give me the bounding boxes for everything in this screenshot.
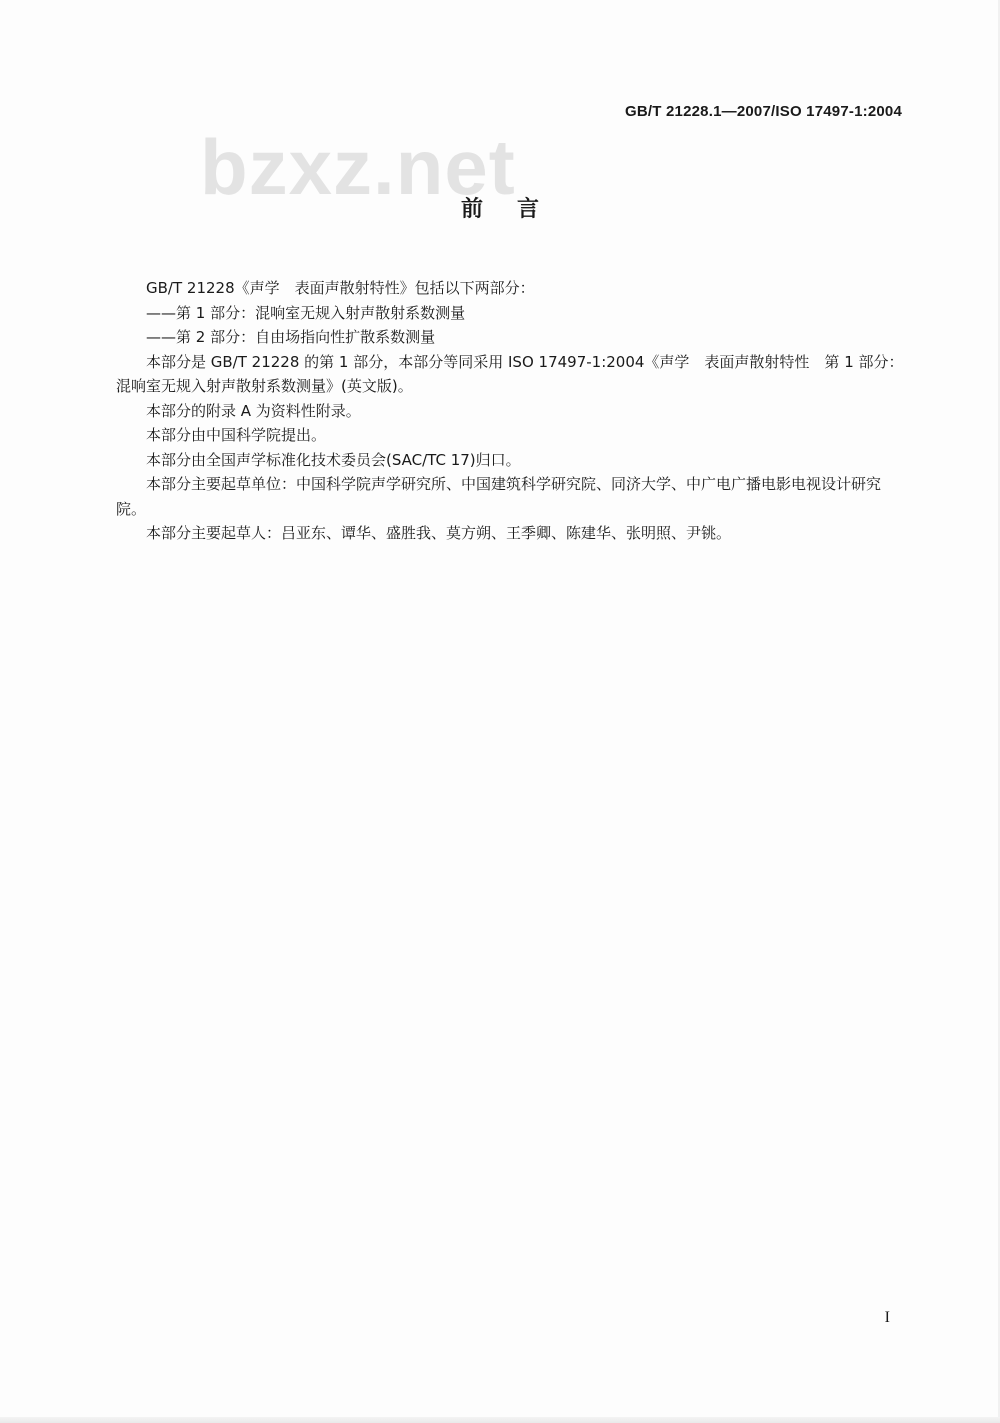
paragraph-part-1: ——第 1 部分：混响室无规入射声散射系数测量 <box>146 303 466 322</box>
standard-number: GB/T 21228.1—2007/ISO 17497-1:2004 <box>625 103 902 120</box>
foreword-body <box>116 276 906 546</box>
paragraph-proposer: 本部分由中国科学院提出。 <box>146 426 327 444</box>
paragraph-drafting-units: 本部分主要起草单位：中国科学院声学研究所、中国建筑科学研究院、同济大学、中广电广播电影电视设计研究院。 <box>116 475 882 518</box>
paragraph-adoption: 本部分是 GB/T 21228 的第 1 部分，本部分等同采用 ISO 17497-1:2004《声学 表面声散射特性 第 1 部分：混响室无规入射声散射系数测量》(英文版)。 <box>116 352 904 395</box>
paragraph-drafters: 本部分主要起草人：吕亚东、谭华、盛胜我、莫方朔、王季卿、陈建华、张明照、尹铫。 <box>146 524 732 542</box>
paragraph-parts-intro: GB/T 21228《声学 表面声散射特性》包括以下两部分： <box>146 279 535 297</box>
paragraph-committee: 本部分由全国声学标准化技术委员会(SAC/TC 17)归口。 <box>146 450 521 469</box>
watermark: bzxz.net <box>200 123 516 211</box>
paragraph-part-2: ——第 2 部分：自由场指向性扩散系数测量 <box>146 328 436 346</box>
page-number: I <box>884 1309 890 1326</box>
paragraph-annex: 本部分的附录 A 为资料性附录。 <box>146 401 361 420</box>
page-bottom-edge <box>0 1417 1000 1423</box>
page-title: 前言 <box>460 197 573 222</box>
